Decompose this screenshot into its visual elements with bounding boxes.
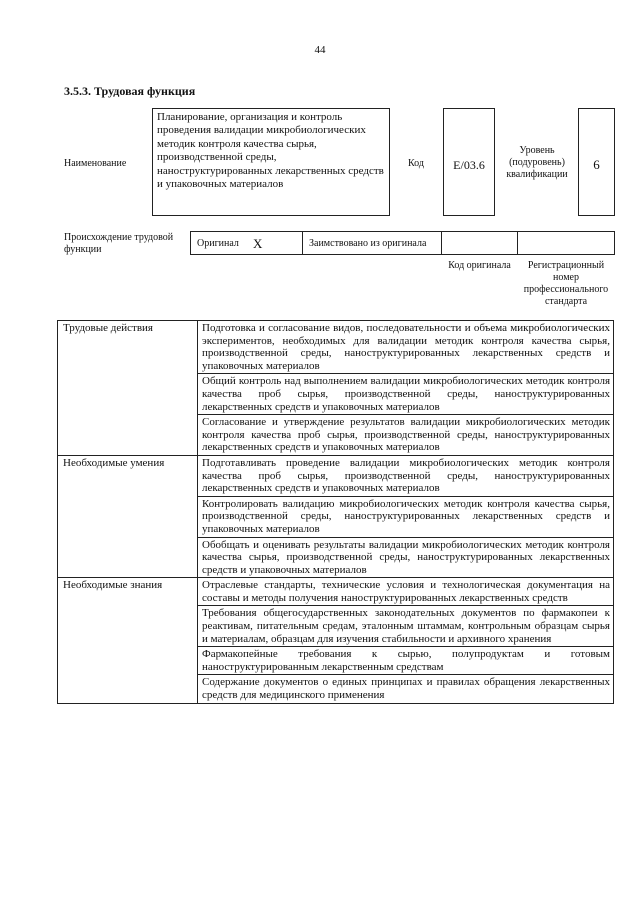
code-original-caption: Код оригинала xyxy=(448,260,511,271)
original-mark: X xyxy=(253,236,263,251)
reg-number-box xyxy=(517,231,615,255)
section-item: Фармакопейные требования к сырью, полупродуктам и готовым наноструктурированным лекарственным средствам xyxy=(198,647,614,675)
origin-label: Происхождение трудовой функции xyxy=(64,232,174,255)
original-box xyxy=(190,231,303,255)
code-label: Код xyxy=(408,158,424,169)
reg-number-caption: Регистрационный номер профессионального стандарта xyxy=(523,260,609,307)
section-item: Подготовка и согласование видов, последовательности и объема микробиологических экспериментов, необходимых для валидации методик контроля качества сырья, производственной среды, наноструктурированных лекарственных средств и упаковочных материалов xyxy=(198,321,614,374)
section-heading: Необходимые знания xyxy=(58,578,198,703)
borrowed-box xyxy=(302,231,442,255)
code-value-box xyxy=(443,108,495,216)
level-label: Уровень (подуровень) квалификации xyxy=(506,145,568,180)
section-item: Отраслевые стандарты, технические условия и технологическая документация на составы и методы получения наноструктурированных лекарственных средств xyxy=(198,578,614,606)
borrowed-label: Заимствовано из оригинала xyxy=(309,238,427,249)
table-row xyxy=(58,578,614,606)
section-heading: Трудовые действия xyxy=(58,321,198,456)
level-value: 6 xyxy=(593,157,600,172)
section-title: 3.5.3. Трудовая функция xyxy=(64,84,196,98)
name-value: Планирование, организация и контроль проведения валидации микробиологических методик контроля качества сырья, производственной среды, наноструктурированных лекарственных средств и упаковочных материалов xyxy=(157,111,384,191)
page-number: 44 xyxy=(314,44,326,56)
function-table xyxy=(57,320,614,704)
section-item: Контролировать валидацию микробиологических методик контроля качества сырья, производственной среды, наноструктурированных лекарственных средств и упаковочных материалов xyxy=(198,496,614,537)
table-row xyxy=(58,321,614,374)
section-item: Содержание документов о единых принципах и правилах обращения лекарственных средств для медицинского применения xyxy=(198,675,614,703)
table-row xyxy=(58,455,614,496)
section-heading: Необходимые умения xyxy=(58,455,198,577)
level-value-box xyxy=(578,108,615,216)
section-item: Общий контроль над выполнением валидации микробиологических методик контроля качества проб сырья, производственной среды, наноструктурированных лекарственных средств и упаковочных материалов xyxy=(198,374,614,415)
name-label: Наименование xyxy=(64,158,127,169)
code-original-box xyxy=(441,231,518,255)
section-item: Обобщать и оценивать результаты валидации микробиологических методик контроля качества сырья, производственной среды, наноструктурированных лекарственных средств и упаковочных материалов xyxy=(198,537,614,578)
section-item: Согласование и утверждение результатов валидации микробиологических методик контроля качества проб сырья, производственной среды, наноструктурированных лекарственных средств и упаковочных материалов xyxy=(198,415,614,456)
name-value-box xyxy=(152,108,390,216)
code-value: E/03.6 xyxy=(453,158,485,172)
original-label: Оригинал xyxy=(197,238,239,249)
section-item: Требования общегосударственных законодательных документов по фармакопеи к реактивам, питательным средам, эталонным штаммам, контрольным образцам сырья и материалам, образцам для изучения стабильности и архивного хранения xyxy=(198,606,614,647)
section-item: Подготавливать проведение валидации микробиологических методик контроля качества проб сырья, производственной среды, наноструктурированных лекарственных средств и упаковочных материалов xyxy=(198,455,614,496)
